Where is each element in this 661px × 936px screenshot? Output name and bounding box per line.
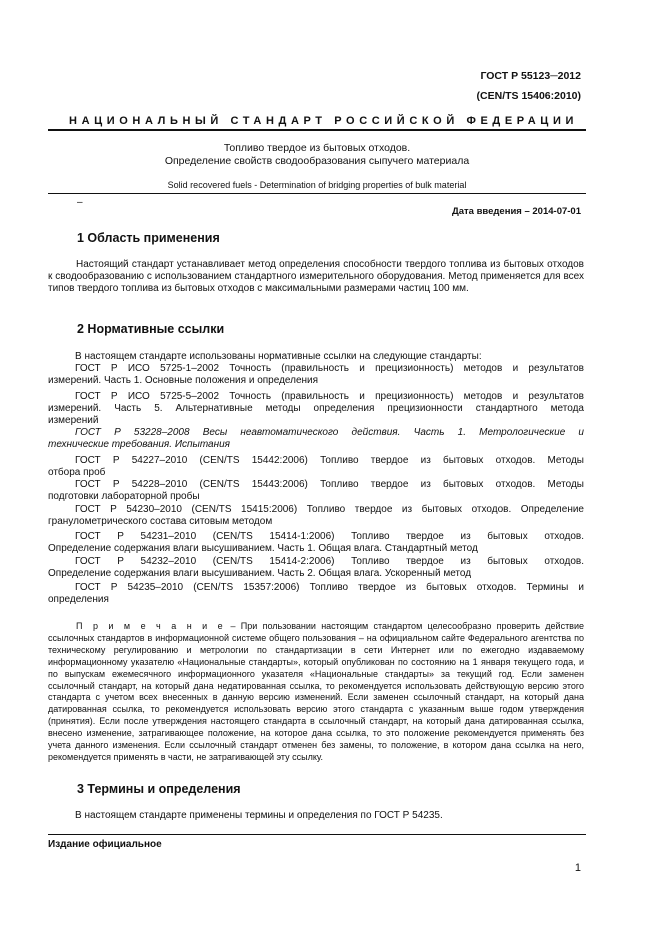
page-number: 1 xyxy=(574,862,581,874)
title-rule xyxy=(48,193,586,194)
ref-9-line-1: ГОСТ Р 54235–2010 (CEN/TS 15357:2006) Топливо твердое из бытовых отходов. Термины и xyxy=(75,582,584,593)
ref-8-line-1: ГОСТ Р 54232–2010 (CEN/TS 15414-2:2006) Топливо твердое из бытовых отходов. xyxy=(75,556,584,567)
official-edition: Издание официальное xyxy=(48,839,162,850)
header-rule xyxy=(48,129,586,131)
ref-7-line-1: ГОСТ Р 54231–2010 (CEN/TS 15414-1:2006) Топливо твердое из бытовых отходов. xyxy=(75,531,584,542)
footer-rule xyxy=(48,834,586,835)
title-english: Solid recovered fuels - Determination of bridging properties of bulk material xyxy=(167,180,467,190)
section-2-heading: 2 Нормативные ссылки xyxy=(77,322,225,336)
section-2-intro: В настоящем стандарте использованы нормативные ссылки на следующие стандарты: xyxy=(75,351,482,362)
title-line-2: Определение свойств сводообразования сыпучего материала xyxy=(164,155,470,167)
ref-8-line-2: Определение содержания влаги высушиванием. Часть 2. Общая влага. Ускоренный метод xyxy=(48,568,472,579)
ref-1-line-1: ГОСТ Р ИСО 5725-1–2002 Точность (правильность и прецизионность) методов и результатов xyxy=(75,363,584,374)
title-dash: – xyxy=(77,197,83,208)
ref-5-line-1: ГОСТ Р 54228–2010 (CEN/TS 15443:2006) Топливо твердое из бытовых отходов. Методы xyxy=(75,479,584,490)
title-line-1: Топливо твердое из бытовых отходов. xyxy=(223,142,411,154)
standard-code-alt: (CEN/TS 15406:2010) xyxy=(476,90,581,102)
national-standard-banner: НАЦИОНАЛЬНЫЙ СТАНДАРТ РОССИЙСКОЙ ФЕДЕРАЦИИ xyxy=(69,115,578,127)
ref-3-line-2: технические требования. Испытания xyxy=(48,439,231,450)
note-label: П р и м е ч а н и е xyxy=(76,621,226,631)
ref-7-line-2: Определение содержания влаги высушиванием. Часть 1. Общая влага. Стандартный метод xyxy=(48,543,478,554)
ref-4-line-2: отбора проб xyxy=(48,467,106,478)
ref-6-line-2: гранулометрического состава ситовым методом xyxy=(48,516,273,527)
section-3-text: В настоящем стандарте применены термины и определения по ГОСТ Р 54235. xyxy=(75,810,443,821)
ref-5-line-2: подготовки лабораторной пробы xyxy=(48,491,200,502)
standard-code: ГОСТ Р 55123─2012 xyxy=(480,70,581,82)
ref-9-line-2: определения xyxy=(48,594,109,605)
ref-2-line-3: измерений xyxy=(48,415,99,426)
ref-2-line-1: ГОСТ Р ИСО 5725-5–2002 Точность (правильность и прецизионность) методов и результатов xyxy=(75,391,584,402)
section-1-heading: 1 Область применения xyxy=(77,231,220,245)
section-1-text: Настоящий стандарт устанавливает метод определения способности твердого топлива из бытовых отходов к сводообразованию с использованием стандартного измерительного оборудования. Метод применяется для всех типов твердого топлива из бытовых отходов с максимальными размерами частиц 100 мм. xyxy=(48,259,584,295)
ref-6-line-1: ГОСТ Р 54230–2010 (CEN/TS 15415:2006) Топливо твердое из бытовых отходов. Определение xyxy=(75,504,584,515)
section-3-heading: 3 Термины и определения xyxy=(77,782,241,796)
ref-4-line-1: ГОСТ Р 54227–2010 (CEN/TS 15442:2006) Топливо твердое из бытовых отходов. Методы xyxy=(75,455,584,466)
note-text: – При пользовании настоящим стандартом целесообразно проверить действие ссылочных стандартов в информационной системе общего пользования – на официальном сайте Федерального агентства по техническому регулированию и метрологии по стандартизации в сети Интернет или по ежегодно издаваемому информационному указателю «Национальные стандарты», который опубликован по состоянию на 1 января текущего года, и по выпускам ежемесячного информационного указателя «Национальные стандарты» за текущий год. Если заменен ссылочный стандарт, на который дана недатированная ссылка, то рекомендуется использовать действующую версию этого стандарта с учетом всех внесенных в данную версию изменений. Если заменен ссылочный стандарт, на который дана датированная ссылка, то рекомендуется использовать версию этого стандарта с указанным выше годом утверждения (принятия). Если после утверждения настоящего стандарта в ссылочный стандарт, на который дана датированная ссылка, внесено изменение, затрагивающее положение, на которое дана ссылка, то это положение рекомендуется применять без учета данного изменения. Если ссылочный стандарт отменен без замены, то положение, в котором дана ссылка на него, рекомендуется применять в части, не затрагивающей эту ссылку. xyxy=(48,621,584,762)
ref-3-line-1: ГОСТ Р 53228–2008 Весы неавтоматического действия. Часть 1. Метрологические и xyxy=(75,427,584,438)
ref-1-line-2: измерений. Часть 1. Основные положения и определения xyxy=(48,375,319,386)
introduction-date: Дата введения – 2014-07-01 xyxy=(451,206,581,217)
ref-2-line-2: измерений. Часть 5. Альтернативные методы определения прецизионности стандартного метода xyxy=(48,403,584,414)
normative-note xyxy=(48,621,584,764)
